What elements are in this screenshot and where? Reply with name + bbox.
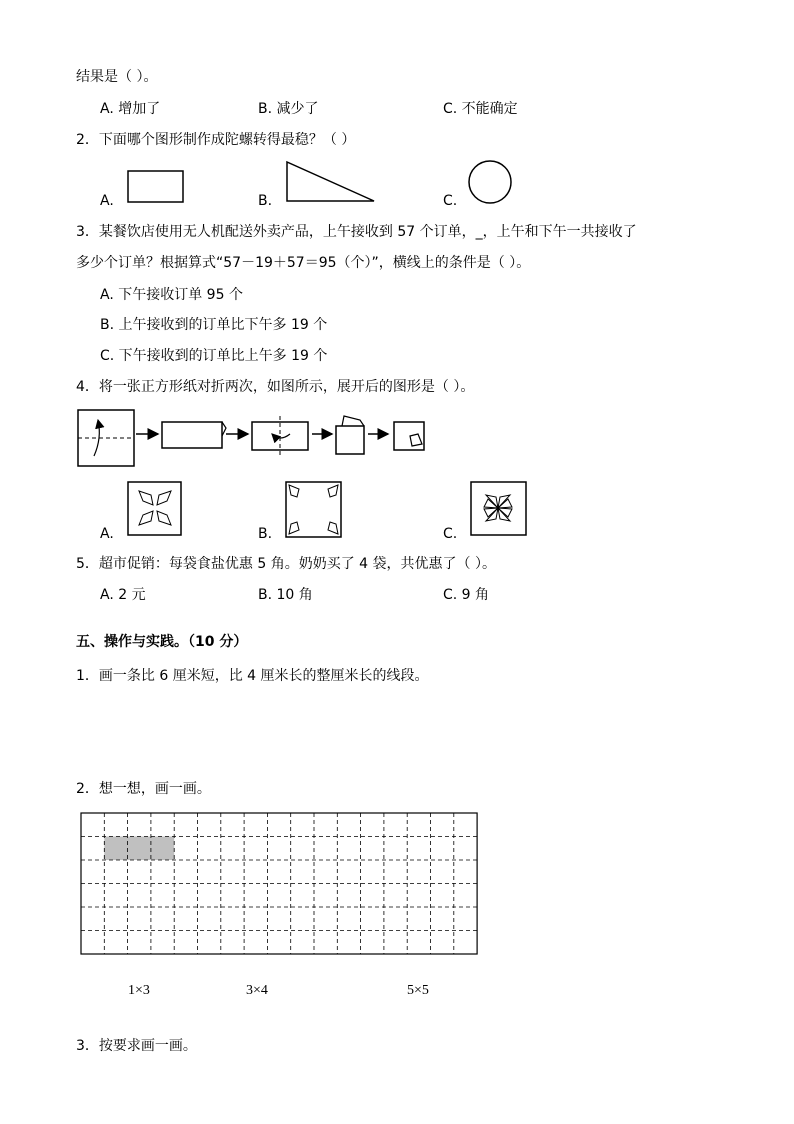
q5-option-a: A. 2 元 bbox=[100, 587, 146, 603]
circle-icon bbox=[468, 160, 514, 206]
shaded-cells bbox=[104, 837, 174, 861]
q3-option-b: B. 上午接收到的订单比下午多 19 个 bbox=[100, 317, 328, 333]
right-triangle-icon bbox=[285, 160, 377, 204]
unfolded-option-c-icon bbox=[470, 481, 528, 537]
unfolded-option-b-icon bbox=[285, 481, 343, 539]
question-3-stem-line1: 3．某餐饮店使用无人机配送外卖产品，上午接收到 57 个订单，_，上午和下午一共接收了 bbox=[76, 224, 637, 240]
rectangle-icon bbox=[127, 170, 185, 204]
section-5-question-3: 3．按要求画一画。 bbox=[76, 1038, 197, 1054]
question-3-stem-line2: 多少个订单？根据算式“57－19＋57＝95（个）”，横线上的条件是（ ）。 bbox=[76, 255, 531, 271]
option-c: C. 不能确定 bbox=[443, 101, 518, 117]
question-2-stem: 2．下面哪个图形制作成陀螺转得最稳？（ ） bbox=[76, 132, 356, 148]
grid-label-1x3: 1×3 bbox=[128, 983, 150, 998]
q3-option-c: C. 下午接收到的订单比上午多 19 个 bbox=[100, 348, 328, 364]
q2-label-c: C. bbox=[443, 193, 458, 209]
section-5-question-2: 2．想一想，画一画。 bbox=[76, 781, 211, 797]
grid-label-5x5: 5×5 bbox=[407, 983, 429, 998]
unfolded-option-a-icon bbox=[127, 481, 183, 537]
grid-label-3x4: 3×4 bbox=[246, 983, 268, 998]
question-tail: 结果是（ ）。 bbox=[76, 69, 158, 85]
q3-option-a: A. 下午接收订单 95 个 bbox=[100, 287, 243, 303]
q2-label-a: A. bbox=[100, 193, 114, 209]
q4-label-a: A. bbox=[100, 526, 114, 542]
folding-sequence-diagram bbox=[76, 408, 436, 470]
option-a: A. 增加了 bbox=[100, 101, 161, 117]
question-4-stem: 4．将一张正方形纸对折两次，如图所示，展开后的图形是（ ）。 bbox=[76, 379, 475, 395]
q2-label-b: B. bbox=[258, 193, 273, 209]
section-5-question-1: 1．画一条比 6 厘米短，比 4 厘米长的整厘米长的线段。 bbox=[76, 668, 429, 684]
q4-label-b: B. bbox=[258, 526, 273, 542]
q5-option-c: C. 9 角 bbox=[443, 587, 490, 603]
option-b: B. 减少了 bbox=[258, 101, 319, 117]
q5-option-b: B. 10 角 bbox=[258, 587, 313, 603]
q4-label-c: C. bbox=[443, 526, 458, 542]
section-5-title: 五、操作与实践。（10 分） bbox=[76, 634, 248, 650]
question-5-stem: 5．超市促销：每袋食盐优惠 5 角。奶奶买了 4 袋，共优惠了（ ）。 bbox=[76, 556, 496, 572]
drawing-grid[interactable] bbox=[80, 812, 480, 962]
